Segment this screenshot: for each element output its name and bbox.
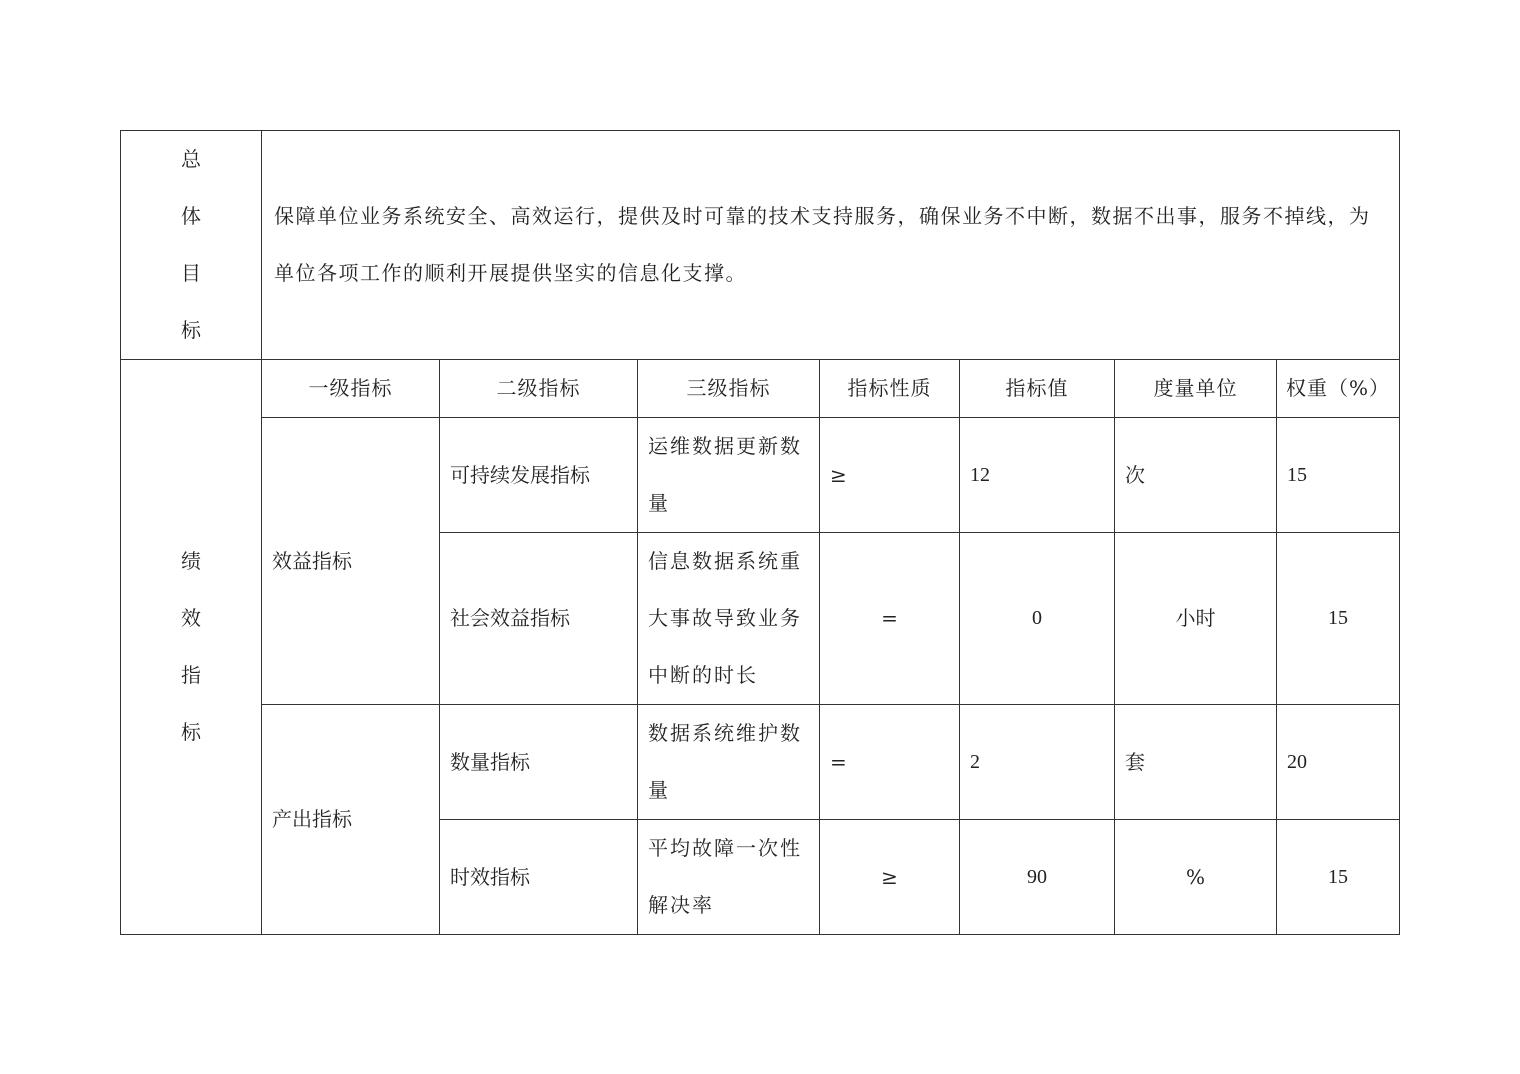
overall-goal-label xyxy=(121,131,262,360)
overall-goal-text: 保障单位业务系统安全、高效运行，提供及时可靠的技术支持服务，确保业务不中断，数据不出事，服务不掉线，为单位各项工作的顺利开展提供坚实的信息化支撑。 xyxy=(262,131,1400,360)
level3-line: 量 xyxy=(648,778,670,802)
performance-indicator-label-char: 标 xyxy=(181,720,201,744)
nature-cell: ≥ xyxy=(820,820,960,935)
level3-cell xyxy=(638,705,820,820)
table-row xyxy=(121,418,1400,533)
header-level1: 一级指标 xyxy=(262,360,440,418)
level3-cell xyxy=(638,418,820,533)
overall-goal-row xyxy=(121,131,1400,360)
value-cell: 0 xyxy=(960,533,1115,705)
level3-line: 中断的时长 xyxy=(648,663,758,687)
value-cell: 90 xyxy=(960,820,1115,935)
overall-goal-label-char: 体 xyxy=(181,204,201,228)
level3-line: 量 xyxy=(648,491,670,515)
header-value: 指标值 xyxy=(960,360,1115,418)
overall-goal-label-char: 标 xyxy=(181,318,201,342)
level2-cell: 时效指标 xyxy=(440,820,638,935)
weight-cell: 20 xyxy=(1277,705,1400,820)
header-level3: 三级指标 xyxy=(638,360,820,418)
overall-goal-label-char: 总 xyxy=(181,147,201,171)
level1-cell: 效益指标 xyxy=(262,418,440,705)
performance-indicator-label-char: 绩 xyxy=(181,549,201,573)
value-cell: 2 xyxy=(960,705,1115,820)
level3-line: 信息数据系统重 xyxy=(648,549,802,573)
level3-line: 解决率 xyxy=(648,893,714,917)
indicator-header-row xyxy=(121,360,1400,418)
header-nature: 指标性质 xyxy=(820,360,960,418)
performance-indicator-label-char: 指 xyxy=(181,663,201,687)
header-unit: 度量单位 xyxy=(1115,360,1277,418)
value-cell: 12 xyxy=(960,418,1115,533)
level3-line: 大事故导致业务 xyxy=(648,606,802,630)
header-level2: 二级指标 xyxy=(440,360,638,418)
unit-cell: 次 xyxy=(1115,418,1277,533)
nature-cell: = xyxy=(820,705,960,820)
nature-cell: = xyxy=(820,533,960,705)
level3-cell xyxy=(638,820,820,935)
level3-cell xyxy=(638,533,820,705)
level1-cell: 产出指标 xyxy=(262,705,440,935)
performance-indicator-label-char: 效 xyxy=(181,606,201,630)
nature-cell: ≥ xyxy=(820,418,960,533)
weight-cell: 15 xyxy=(1277,820,1400,935)
performance-goal-table xyxy=(120,130,1400,935)
weight-cell: 15 xyxy=(1277,418,1400,533)
performance-indicator-label xyxy=(121,360,262,935)
level3-line: 数据系统维护数 xyxy=(648,721,802,745)
level3-line: 平均故障一次性 xyxy=(648,836,802,860)
weight-cell: 15 xyxy=(1277,533,1400,705)
level2-cell: 可持续发展指标 xyxy=(440,418,638,533)
unit-cell: 小时 xyxy=(1115,533,1277,705)
level3-line: 运维数据更新数 xyxy=(648,434,802,458)
level2-cell: 社会效益指标 xyxy=(440,533,638,705)
unit-cell: 套 xyxy=(1115,705,1277,820)
table-row xyxy=(121,705,1400,820)
level2-cell: 数量指标 xyxy=(440,705,638,820)
overall-goal-label-char: 目 xyxy=(181,261,201,285)
header-weight: 权重（%） xyxy=(1277,360,1400,418)
unit-cell: % xyxy=(1115,820,1277,935)
